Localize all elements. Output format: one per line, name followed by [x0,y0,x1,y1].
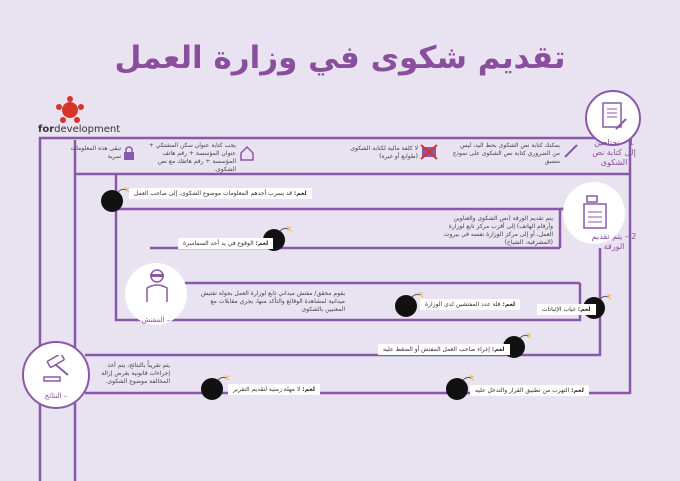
step-inspector-label: – المفتش [141,316,171,324]
step-results-label: – النتائج [44,392,68,400]
risk-label-3: لغم: قلة عدد المفتشين لدى الوزارة [420,299,520,310]
step-submit-label: 2 – يتم تقديم الورقة [591,232,637,251]
text-results-note: يتم تقريباً بالنتائج، يتم أخذ إجراءات قانونية بغرض إزالة المخالفة موضوع الشكوى. [101,362,170,385]
page-title: تقديم شكوى في وزارة العمل [114,40,566,76]
text-secret-note: تبقى هذه المعلومات سرية [70,145,121,160]
risk-label-4: لغم: غياب الإثباتات [537,304,596,315]
step-write-label: 1 – تحتاجين إلى كتابة نص الشكوى [592,138,636,167]
lock-icon [123,145,135,165]
risk-label-6: لغم: لا مهلة زمنية لتقديم التقرير [228,384,320,395]
no-money-icon [420,144,438,164]
gavel-icon [42,355,72,387]
text-write-note: بمكنك كتابة نص الشكوى بخط اليد، ليس من الضروري كتابة نص الشكوى على نموذج منسق [452,142,560,165]
text-inspector-note: يقوم محقق/ مفتش ميداني تابع لوزارة العمل بجولة تفتيش ميدانية لمشاهدة الوقائع والتأكد منها، يجري مقابلات مع المعنيين بالشكوى [200,290,345,313]
risk-label-2: لغم: الوقوع في يد أحد السماسرة [178,238,273,249]
text-submit-note: يتم تقديم الورقة (نص الشكوى والعناوين وأرقام الهاتف) إلى أقرب مركز تابع لوزارة العمل، أو إلى مركز الوزارة نفسه في بيروت (المشرفية، الشياح) [443,215,553,246]
house-icon [239,145,255,165]
risk-label-5: لغم: إغراء صاحب العمل المفتش أو الضغط عليه [378,344,510,355]
risk-label-7: لغم: التهرب من تطبيق القرار والتدخل عليه [470,385,589,396]
bomb-icon [100,187,130,217]
step-results-circle [22,341,90,409]
text-free-note: لا كلفة مالية لكتابة الشكوى (طوابع أو غيره) [350,145,418,160]
risk-label-1: لغم: قد يسرب أحدهم المعلومات موضوع الشكوى، إلى صاحب العمل [129,188,312,199]
step-inspector-circle [125,263,187,325]
document-pen-icon [600,101,628,137]
pencil-icon [563,143,579,163]
text-address-note: يجب كتابة عنوان سكن المشتكي + عنوان المؤسسة + رقم هاتف المؤسسة + رقم هاتفك مع نص الشكوى. [148,142,236,173]
inspector-icon [145,268,169,306]
bomb-icon [200,375,230,405]
logo-icon [55,95,85,125]
document-tray-icon [581,194,609,234]
logo-wordmark: fordevelopment [38,124,121,135]
